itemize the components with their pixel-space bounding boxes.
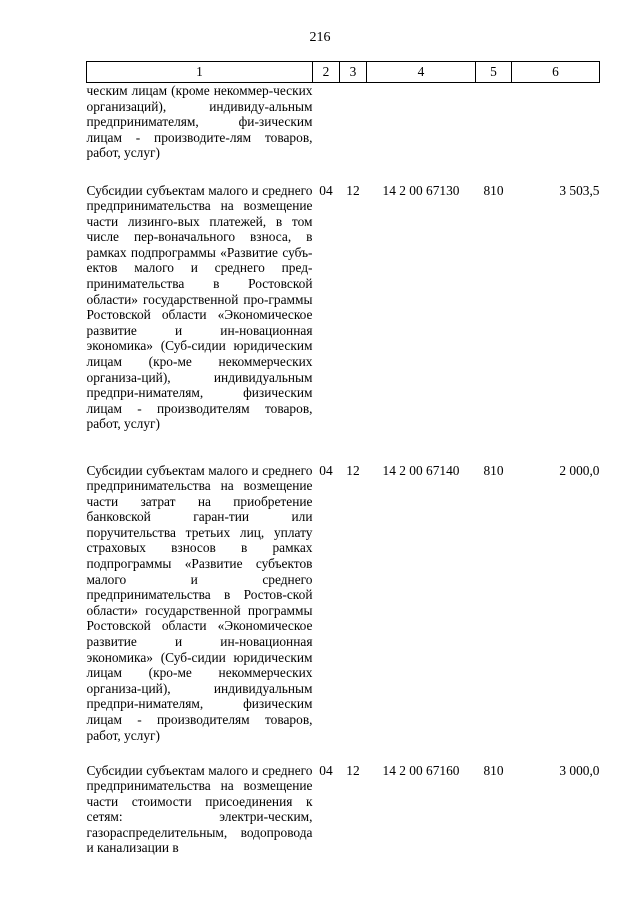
table-row bbox=[87, 83, 600, 181]
row-section-code bbox=[313, 83, 340, 181]
row-expense-type bbox=[476, 83, 512, 181]
header-col-1: 1 bbox=[87, 62, 313, 83]
header-col-3: 3 bbox=[340, 62, 367, 83]
table-row bbox=[87, 461, 600, 761]
row-amount bbox=[512, 83, 600, 181]
row-description: Субсидии субъектам малого и среднего предпринимательства на возмещение части затрат на приобретение банковской гаран-тии или поручительства третьих лиц, уплату страховых взносов в рамках подпрограммы «Развитие субъектов малого и среднего предпринимательства в Ростов-ской области» государственной программы Ростовской области «Экономическое развитие и ин-новационная экономика» (Суб-сидии юридическим лицам (кро-ме некоммерческих организа-ций), индивидуальным предпри-нимателям, физическим лицам - производителям товаров, работ, услуг) bbox=[86, 462, 313, 743]
row-section-code: 04 bbox=[319, 182, 333, 198]
table-row bbox=[87, 181, 600, 461]
row-expense-type: 810 bbox=[483, 182, 504, 198]
row-description: ческим лицам (кроме некоммер-ческих организаций), индивиду-альным предпринимателям, фи-зическим лицам - производите-лям товаров, работ, услуг) bbox=[86, 83, 313, 161]
header-col-5: 5 bbox=[476, 62, 512, 83]
row-target-code: 14 2 00 67130 bbox=[382, 182, 460, 198]
row-amount: 3 000,0 bbox=[559, 762, 600, 778]
table-header-row bbox=[87, 62, 600, 83]
row-description: Субсидии субъектам малого и среднего предпринимательства на возмещение части лизинго-вых платежей, в том числе пер-воначального взноса, в рамках подпрограммы «Развитие субъ-ектов малого и среднего пред-принимательства в Ростовской области» государственной про-граммы Ростовской области «Экономическое развитие и ин-новационная экономика» (Суб-сидии юридическим лицам (кро-ме некоммерческих организа-ций), индивидуальным предпри-нимателям, физическим лицам - производителям товаров, работ, услуг) bbox=[86, 182, 313, 432]
header-col-2: 2 bbox=[313, 62, 340, 83]
row-expense-type: 810 bbox=[483, 762, 504, 778]
row-subsection-code bbox=[340, 83, 367, 181]
row-amount: 3 503,5 bbox=[559, 182, 600, 198]
table-row bbox=[87, 761, 600, 859]
row-subsection-code: 12 bbox=[346, 462, 360, 478]
row-amount: 2 000,0 bbox=[559, 462, 600, 478]
row-description: Субсидии субъектам малого и среднего предпринимательства на возмещение части стоимости присоединения к сетям: электри-ческим, газораспределительным, водопровода и канализации в bbox=[86, 762, 313, 856]
row-target-code: 14 2 00 67160 bbox=[382, 762, 460, 778]
row-section-code: 04 bbox=[319, 762, 333, 778]
row-subsection-code: 12 bbox=[346, 762, 360, 778]
row-subsection-code: 12 bbox=[346, 182, 360, 198]
row-section-code: 04 bbox=[319, 462, 333, 478]
row-expense-type: 810 bbox=[483, 462, 504, 478]
header-col-6: 6 bbox=[512, 62, 600, 83]
page-number: 216 bbox=[309, 30, 331, 45]
budget-table bbox=[86, 61, 600, 858]
header-col-4: 4 bbox=[367, 62, 476, 83]
row-target-code: 14 2 00 67140 bbox=[382, 462, 460, 478]
row-target-code bbox=[367, 83, 476, 181]
